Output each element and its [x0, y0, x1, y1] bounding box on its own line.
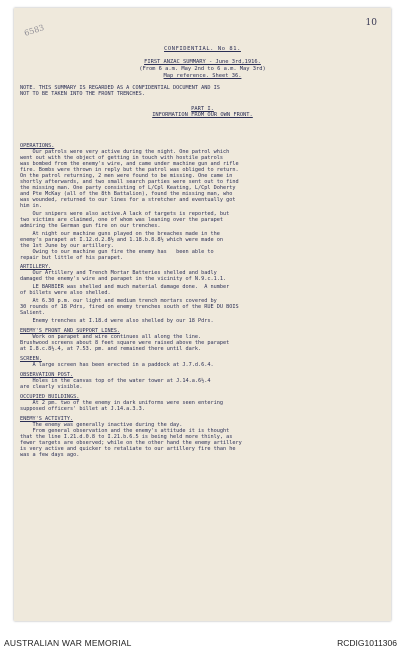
confidential-note-2: NOT TO BE TAKEN INTO THE FRONT TRENCHES.	[20, 91, 145, 97]
text-line: and Pte McKay (all of the 8th Battalion), found the missing man, who	[20, 191, 233, 197]
text-line: Enemy trenches at I.18.d were also shelled by our 18 Pdrs.	[20, 318, 214, 324]
part-label: PART I.	[191, 106, 214, 112]
text-line: repair but little of his parapet.	[20, 255, 124, 261]
text-line: the missing man. One party consisting of L/Cpl Keating, L/Cpl Doherty	[20, 185, 236, 191]
section-heading: OPERATIONS.	[20, 143, 55, 149]
footer-institution: AUSTRALIAN WAR MEMORIAL	[4, 638, 132, 648]
text-line: Owing to our machine gun fire the enemy has been able to	[20, 249, 214, 255]
text-line: damaged the enemy's wire and parapet in the vicinity of N.9.c.1.1.	[20, 276, 227, 282]
text-line: that the line I.21.d.0.8 to I.21.b.6.5 is being held more thinly, as	[20, 434, 233, 440]
text-line: Work on parapet and wire continues all along the line.	[20, 334, 202, 340]
text-line: of billets were also shelled.	[20, 290, 111, 296]
text-line: him in.	[20, 203, 42, 209]
section-heading: OCCUPIED BUILDINGS.	[20, 394, 80, 400]
section-heading: ENEMY'S FRONT AND SUPPORT LINES.	[20, 328, 120, 334]
text-line: is very active and quicker to retaliate to our artillery fire than he	[20, 446, 236, 452]
footer-record-id: RCDIG1011306	[337, 638, 397, 648]
text-line: LE BARBIER was shelled and much material damage done. A number	[20, 284, 230, 290]
handwritten-mark: 6583	[23, 23, 46, 38]
document-page	[14, 8, 391, 621]
section-heading: ARTILLERY.	[20, 264, 52, 270]
text-line: admiring the German gun fire on our trenches.	[20, 223, 161, 229]
text-line: was bombed from the enemy's wire, and came under machine gun and rifle	[20, 161, 239, 167]
text-line: Brushwood screens about 8 feet square were raised above the parapet	[20, 340, 230, 346]
text-line: was a few days ago.	[20, 452, 80, 458]
summary-period: (From 6 a.m. May 2nd to 6 a.m. May 3rd)	[139, 66, 266, 72]
text-line: A large screen has been erected in a paddock at J.7.d.6.4.	[20, 362, 214, 368]
summary-title: FIRST ANZAC SUMMARY - June 3rd,1916.	[144, 59, 261, 65]
section-heading: OBSERVATION POST.	[20, 372, 74, 378]
text-line: At 6.30 p.m. our light and medium trench mortars covered by	[20, 298, 217, 304]
page-number: 10	[365, 18, 377, 28]
text-line: Salient.	[20, 310, 45, 316]
text-line: the 1st June by our artillery.	[20, 243, 114, 249]
text-line: fire. Bombs were thrown in reply but the patrol was obliged to return.	[20, 167, 239, 173]
text-line: At night our machine guns played on the breaches made in the	[20, 231, 220, 237]
text-line: Our snipers were also active.A lack of targets is reported, but	[20, 211, 230, 217]
text-line: are clearly visible.	[20, 384, 83, 390]
map-reference: Map reference. Sheet 36.	[163, 73, 242, 79]
part-title: INFORMATION FROM OUR OWN FRONT.	[152, 112, 253, 118]
footer-bar	[0, 628, 403, 654]
text-line: Our patrols were very active during the night. One patrol which	[20, 149, 230, 155]
text-line: enemy's parapet at I.12.d.2.8½ and 1.18.b.8.8½ which were made on	[20, 237, 224, 243]
text-line: fewer targets are observed; while on the other hand the enemy artillery	[20, 440, 242, 446]
confidential-note: NOTE. THIS SUMMARY IS REGARDED AS A CONFIDENTIAL DOCUMENT AND IS	[20, 85, 220, 91]
section-heading: ENEMY'S ACTIVITY.	[20, 416, 74, 422]
text-line: Holes in the canvas top of the water tower at J.14.a.6½.4	[20, 378, 211, 384]
text-line: From general observation and the enemy's attitude it is thought	[20, 428, 230, 434]
text-line: went out with the object of getting in touch with hostile patrols	[20, 155, 224, 161]
text-line: On the patrol returning, 2 men were found to be missing. One came in	[20, 173, 233, 179]
text-line: was wounded, returned to our lines for a stretcher and eventually got	[20, 197, 236, 203]
text-line: supposed officers' billet at J.14.a.3.3.	[20, 406, 145, 412]
classification-heading: CONFIDENTIAL. No 81.	[164, 46, 241, 52]
text-line: two victims are claimed, one of whom was leaning over the parapet	[20, 217, 224, 223]
text-line: Our Artillery and Trench Mortar Batteries shelled and badly	[20, 270, 217, 276]
section-heading: SCREEN.	[20, 356, 42, 362]
text-line: The enemy was generally inactive during the day.	[20, 422, 183, 428]
text-line: At 2 pm. two of the enemy in dark uniforms were seen entering	[20, 400, 224, 406]
text-line: at I.8.c.8½.4, at 7.53. pm. and remained there until dark.	[20, 346, 202, 352]
text-line: shortly afterwards, and two small search parties were sent out to find	[20, 179, 239, 185]
text-line: 30 rounds of 18 Pdrs, fired on enemy trenches south of the RUE DU BOIS	[20, 304, 239, 310]
